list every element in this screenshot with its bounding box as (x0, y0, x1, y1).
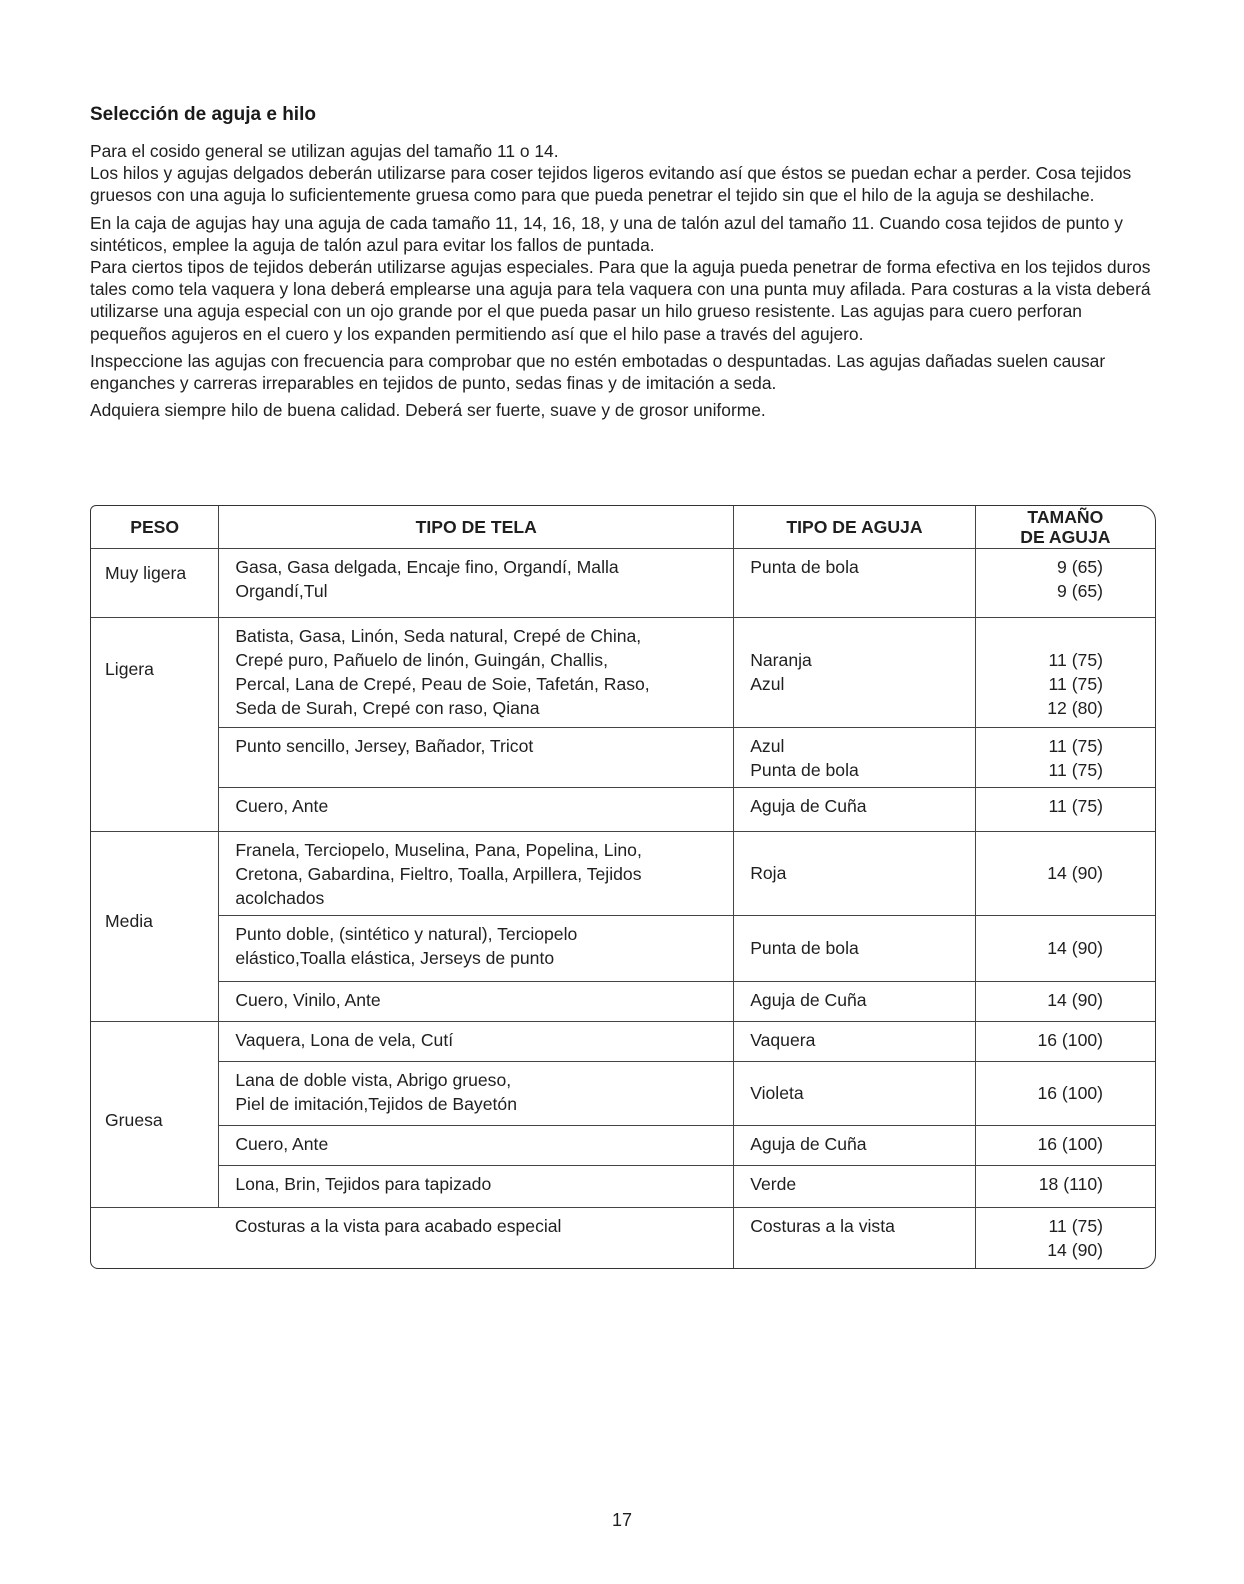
aguja-cell (734, 1165, 976, 1207)
cell-line: Lana de doble vista, Abrigo grueso, (235, 1069, 512, 1090)
tamano-cell (975, 1125, 1155, 1165)
paragraph: Los hilos y agujas delgados deberán utilizarse para coser tejidos ligeros evitando así que éstos se puedan echar a perder. Cosa tejidos gruesos con una aguja lo suficientemente gruesa como para que pueda penetrar el tejido sin que el hilo de la aguja se deshilache. (90, 163, 1132, 206)
peso-cell (91, 1207, 219, 1269)
cell-line (750, 624, 965, 648)
peso-cell: Media (91, 831, 219, 1021)
tamano-cell (975, 727, 1155, 787)
aguja-cell (734, 915, 976, 981)
cell-line: Verde (750, 1173, 797, 1194)
tela-cell (219, 1021, 734, 1061)
cell-line: 11 (75) (1048, 649, 1103, 670)
table-row (91, 1165, 1155, 1207)
cell-line: 16 (100) (1037, 1083, 1103, 1103)
tela-cell (219, 617, 734, 727)
tela-cell (219, 831, 734, 915)
header-aguja: TIPO DE AGUJA (734, 506, 976, 548)
cell-line: 14 (90) (1047, 1239, 1103, 1260)
table-row (91, 787, 1155, 831)
cell-line: 11 (75) (1048, 759, 1103, 780)
header-tamano (975, 506, 1155, 548)
table-row (91, 548, 1155, 617)
table-header-row (91, 506, 1155, 548)
page-number: 17 (611, 1510, 633, 1530)
paragraph: Adquiera siempre hilo de buena calidad. Deberá ser fuerte, suave y de grosor uniforme. (90, 400, 766, 421)
aguja-cell (734, 1207, 976, 1269)
tamano-cell (975, 787, 1155, 831)
cell-line: 12 (80) (1047, 697, 1103, 718)
cell-line: 14 (90) (1047, 938, 1103, 958)
aguja-cell (734, 727, 976, 787)
cell-line: Azul (750, 735, 785, 756)
peso-cell: Muy ligera (91, 548, 219, 617)
aguja-cell (734, 548, 976, 617)
cell-line: Azul (750, 673, 785, 694)
cell-line: Punto doble, (sintético y natural), Terciopelo (235, 923, 578, 944)
cell-line: 16 (100) (1037, 1029, 1103, 1050)
header-tamano-line: TAMAÑO (1027, 506, 1104, 527)
cell-line: Organdí,Tul (235, 580, 328, 601)
tamano-cell (975, 831, 1155, 915)
aguja-cell (734, 617, 976, 727)
tamano-cell (975, 1165, 1155, 1207)
cell-line: 9 (65) (1057, 580, 1103, 601)
cell-line: Lona, Brin, Tejidos para tapizado (235, 1173, 492, 1194)
cell-line: 9 (65) (1057, 556, 1103, 577)
cell-line: Crepé puro, Pañuelo de linón, Guingán, Challis, (235, 649, 608, 670)
cell-line: 18 (110) (1038, 1173, 1103, 1194)
cell-line: Cuero, Ante (235, 795, 329, 816)
cell-line: Punto sencillo, Jersey, Bañador, Tricot (235, 735, 534, 756)
aguja-cell (734, 1021, 976, 1061)
cell-line: Costuras a la vista para acabado especial (234, 1215, 562, 1236)
aguja-cell (734, 1061, 976, 1125)
cell-line (976, 624, 1103, 648)
tela-cell (219, 1207, 734, 1269)
cell-line: 16 (100) (1037, 1133, 1103, 1154)
cell-line: Punta de bola (750, 938, 859, 958)
cell-line: Gasa, Gasa delgada, Encaje fino, Organdí, Malla (235, 556, 619, 577)
cell-line: Roja (750, 863, 787, 883)
table-row (91, 1061, 1155, 1125)
aguja-cell (734, 981, 976, 1021)
cell-line: Piel de imitación,Tejidos de Bayetón (235, 1093, 517, 1114)
table-row (91, 727, 1155, 787)
cell-line: Vaquera (750, 1029, 816, 1050)
cell-line: 14 (90) (1047, 989, 1103, 1010)
cell-line: Punta de bola (750, 556, 859, 577)
cell-line: Cretona, Gabardina, Fieltro, Toalla, Arpillera, Tejidos (235, 863, 642, 884)
cell-line: 11 (75) (1048, 673, 1103, 694)
tamano-cell (975, 617, 1155, 727)
cell-line: Violeta (750, 1083, 804, 1103)
cell-line: Punta de bola (750, 759, 859, 780)
cell-line: elástico,Toalla elástica, Jerseys de punto (235, 947, 555, 968)
table-row (91, 1125, 1155, 1165)
tamano-cell (975, 981, 1155, 1021)
tamano-cell (975, 1207, 1155, 1269)
cell-line: Aguja de Cuña (750, 1133, 867, 1154)
cell-line: Vaquera, Lona de vela, Cutí (235, 1029, 454, 1050)
aguja-cell (734, 1125, 976, 1165)
cell-line: 14 (90) (1047, 863, 1103, 883)
cell-line: Cuero, Ante (235, 1133, 329, 1154)
tela-cell (219, 915, 734, 981)
cell-line: Percal, Lana de Crepé, Peau de Soie, Tafetán, Raso, (235, 673, 650, 694)
cell-line: Franela, Terciopelo, Muselina, Pana, Popelina, Lino, (235, 839, 642, 860)
tela-cell (219, 787, 734, 831)
tamano-cell (975, 915, 1155, 981)
cell-line: Aguja de Cuña (750, 989, 867, 1010)
aguja-cell (734, 831, 976, 915)
tela-cell (219, 1061, 734, 1125)
peso-cell: Gruesa (91, 1021, 219, 1207)
table-row (91, 617, 1155, 727)
table-row (91, 831, 1155, 915)
peso-cell: Ligera (91, 617, 219, 831)
cell-line: Naranja (750, 649, 812, 670)
cell-line: 11 (75) (1048, 1215, 1103, 1236)
table-row (91, 1207, 1155, 1269)
tamano-cell (975, 1021, 1155, 1061)
paragraph: Inspeccione las agujas con frecuencia para comprobar que no estén embotadas o despuntadas. Las agujas dañadas suelen causar enganches y carreras irreparables en tejidos de punto, sedas finas y de imitación a seda. (90, 350, 1106, 394)
table-row (91, 1021, 1155, 1061)
paragraph: Para ciertos tipos de tejidos deberán utilizarse agujas especiales. Para que la aguja pueda penetrar de forma efectiva en los tejidos duros tales como tela vaquera y lona deberá emplearse una aguja para tela vaquera con una punta muy afilada. Para costuras a la vista deberá utilizarse una aguja especial con un ojo grande por el que pueda pasar un hilo grueso resistente. Las agujas para cuero perforan pequeños agujeros en el cuero y los expanden permitiendo así que el hilo pase a través del agujero. (90, 257, 1151, 344)
tela-cell (219, 727, 734, 787)
header-tamano-line: DE AGUJA (1020, 526, 1111, 547)
aguja-cell (734, 787, 976, 831)
paragraph: Para el cosido general se utilizan agujas del tamaño 11 o 14. (90, 141, 559, 161)
paragraph: En la caja de agujas hay una aguja de cada tamaño 11, 14, 16, 18, y una de talón azul del tamaño 11. Cuando cosa tejidos de punto y sintéticos, emplee la aguja de talón azul para evitar los fallos de puntada. (90, 212, 1123, 255)
cell-line: Batista, Gasa, Linón, Seda natural, Crepé de China, (235, 625, 642, 646)
needle-thread-table (90, 505, 1156, 1269)
tela-cell (219, 981, 734, 1021)
cell-line: Costuras a la vista (750, 1215, 895, 1236)
tamano-cell (975, 548, 1155, 617)
cell-line: 11 (75) (1048, 735, 1103, 756)
cell-line: Seda de Surah, Crepé con raso, Qiana (235, 697, 540, 718)
table-row (91, 981, 1155, 1021)
header-tela: TIPO DE TELA (219, 506, 734, 548)
tela-cell (219, 1125, 734, 1165)
table-row (91, 915, 1155, 981)
header-peso: PESO (91, 506, 219, 548)
cell-line: acolchados (235, 887, 325, 908)
cell-line: Cuero, Vinilo, Ante (235, 989, 381, 1010)
tela-cell (219, 548, 734, 617)
intro-text (90, 140, 1162, 426)
cell-line: Aguja de Cuña (750, 795, 867, 816)
tamano-cell (975, 1061, 1155, 1125)
section-title: Selección de aguja e hilo (90, 104, 316, 125)
cell-line: 11 (75) (1048, 795, 1103, 816)
tela-cell (219, 1165, 734, 1207)
